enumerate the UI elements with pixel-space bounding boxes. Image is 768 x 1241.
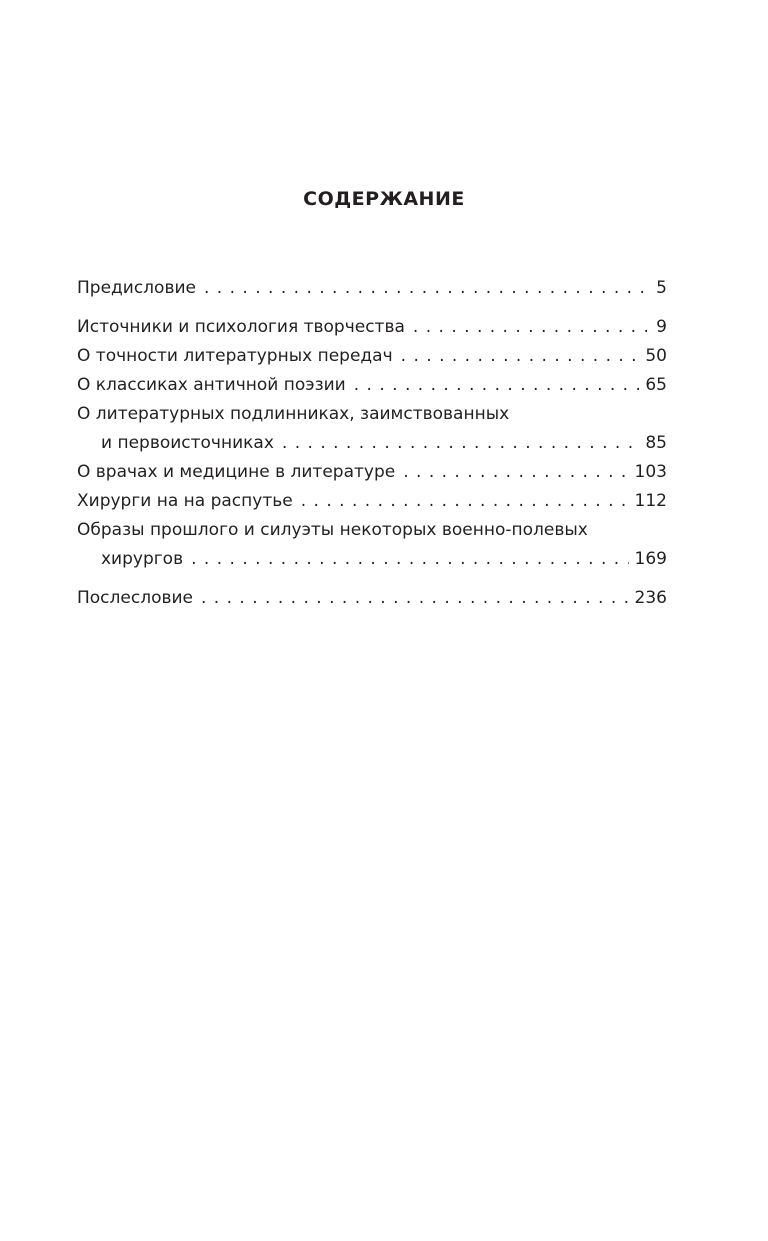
dot-leader (413, 313, 650, 342)
toc-entry-title: Предисловие (77, 278, 196, 298)
toc-entry-surgeons (77, 487, 667, 516)
toc-page-number: 9 (656, 317, 667, 337)
table-of-contents (77, 274, 667, 613)
toc-page-number: 169 (634, 549, 667, 569)
toc-entry-originals (77, 400, 667, 458)
toc-entry-title: О врачах и медицине в литературе (77, 462, 396, 482)
toc-entry-doctors (77, 458, 667, 487)
toc-heading: СОДЕРЖАНИЕ (303, 188, 465, 210)
toc-page-number: 112 (634, 491, 667, 511)
toc-entry-afterword (77, 584, 667, 613)
dot-leader (403, 458, 628, 487)
dot-leader (201, 584, 629, 613)
dot-leader (282, 429, 639, 458)
toc-entry-title: Образы прошлого и силуэты некоторых военно-полевых (77, 520, 588, 540)
toc-page-number: 103 (634, 462, 667, 482)
toc-entry-title: О точности литературных передач (77, 346, 393, 366)
toc-entry-title: О классиках античной поэзии (77, 375, 346, 395)
toc-entry-sources (77, 313, 667, 342)
dot-leader (191, 545, 628, 574)
toc-page-number: 65 (645, 375, 667, 395)
toc-entry-title: Послесловие (77, 588, 193, 608)
dot-leader (204, 274, 650, 303)
toc-page-number: 50 (645, 346, 667, 366)
toc-entry-accuracy (77, 342, 667, 371)
toc-entry-title-continued: и первоисточниках (101, 433, 274, 453)
toc-page-number: 85 (645, 433, 667, 453)
toc-entry-preface (77, 274, 667, 303)
dot-leader (401, 342, 640, 371)
toc-entry-images-of-past (77, 516, 667, 574)
toc-entry-title: Источники и психология творчества (77, 317, 405, 337)
toc-page-number: 236 (634, 588, 667, 608)
toc-page-number: 5 (656, 278, 667, 298)
toc-entry-title-continued: хирургов (101, 549, 184, 569)
dot-leader (301, 487, 629, 516)
dot-leader (354, 371, 640, 400)
toc-entry-classics (77, 371, 667, 400)
toc-entry-title: О литературных подлинниках, заимствованных (77, 404, 510, 424)
toc-entry-title: Хирурги на на распутье (77, 491, 293, 511)
